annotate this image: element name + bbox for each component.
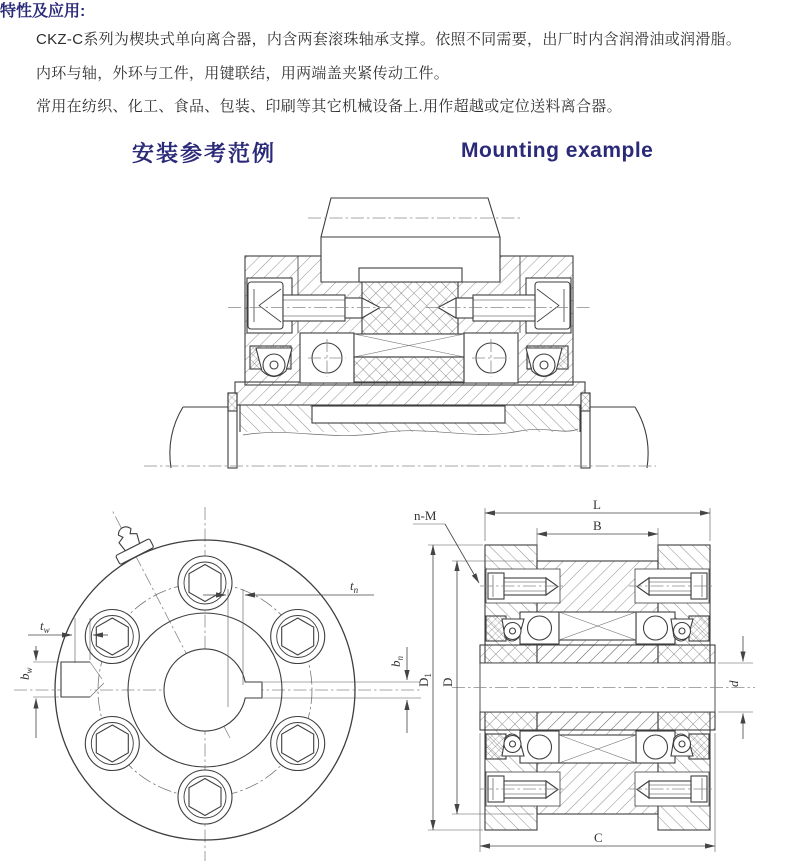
bearing-ball xyxy=(528,735,552,759)
dim-label-tw: $t_w$ xyxy=(40,618,50,635)
housing-assembly xyxy=(170,198,648,468)
key xyxy=(312,406,505,423)
inner-ring-bottom xyxy=(480,712,715,730)
figure-title-en: Mounting example xyxy=(461,139,654,162)
intro-line: 常用在纺织、化工、食品、包装、印刷等其它机械设备上.用作超越或定位送料离合器。 xyxy=(36,98,622,115)
outer-keyway xyxy=(61,662,104,697)
intro-line: 内环与轴，外环与工件，用键联结，用两端盖夹紧传动工件。 xyxy=(36,64,450,82)
intro-line: CKZ-C系列为楔块式单向离合器，内含两套滚珠轴承支撑。依照不同需要，出厂时内含润滑油或润滑脂。 xyxy=(36,31,742,48)
dim-label-C: C xyxy=(594,830,603,845)
bore-with-keyway xyxy=(164,649,262,731)
hex-bolt xyxy=(271,717,325,771)
grease-fitting-icon xyxy=(106,519,154,565)
dim-label-d: d xyxy=(726,680,741,687)
clutch-front-view xyxy=(55,519,355,840)
hex-bolt xyxy=(85,610,139,664)
dim-label-D1: $D_1$ xyxy=(416,673,433,687)
flange xyxy=(235,382,585,405)
hex-bolt xyxy=(85,717,139,771)
dim-label-B: B xyxy=(593,518,602,533)
dim-label-bn: $b_n$ xyxy=(388,656,405,667)
intro-paragraph xyxy=(36,23,798,124)
bearing-ball xyxy=(644,616,668,640)
leader-line xyxy=(445,524,479,583)
dim-label-nM: n-M xyxy=(414,508,437,523)
section-view-drawing xyxy=(400,495,800,864)
front-view-drawing xyxy=(0,495,430,864)
hex-bolt xyxy=(178,770,232,824)
dim-label-tn: $t_n$ xyxy=(350,578,359,595)
page-title: 特性及应用: xyxy=(0,3,86,20)
bearing-ball xyxy=(528,616,552,640)
dim-label-L: L xyxy=(593,497,601,512)
hex-bolt xyxy=(271,610,325,664)
figure-title-zh: 安装参考范例 xyxy=(132,141,277,166)
inner-ring-top xyxy=(480,645,715,663)
dim-label-D: D xyxy=(440,677,455,687)
mounting-example-drawing xyxy=(140,185,660,490)
bearing-ball xyxy=(644,735,668,759)
hex-bolt xyxy=(178,556,232,610)
dim-label-bw: $b_w$ xyxy=(17,667,34,680)
